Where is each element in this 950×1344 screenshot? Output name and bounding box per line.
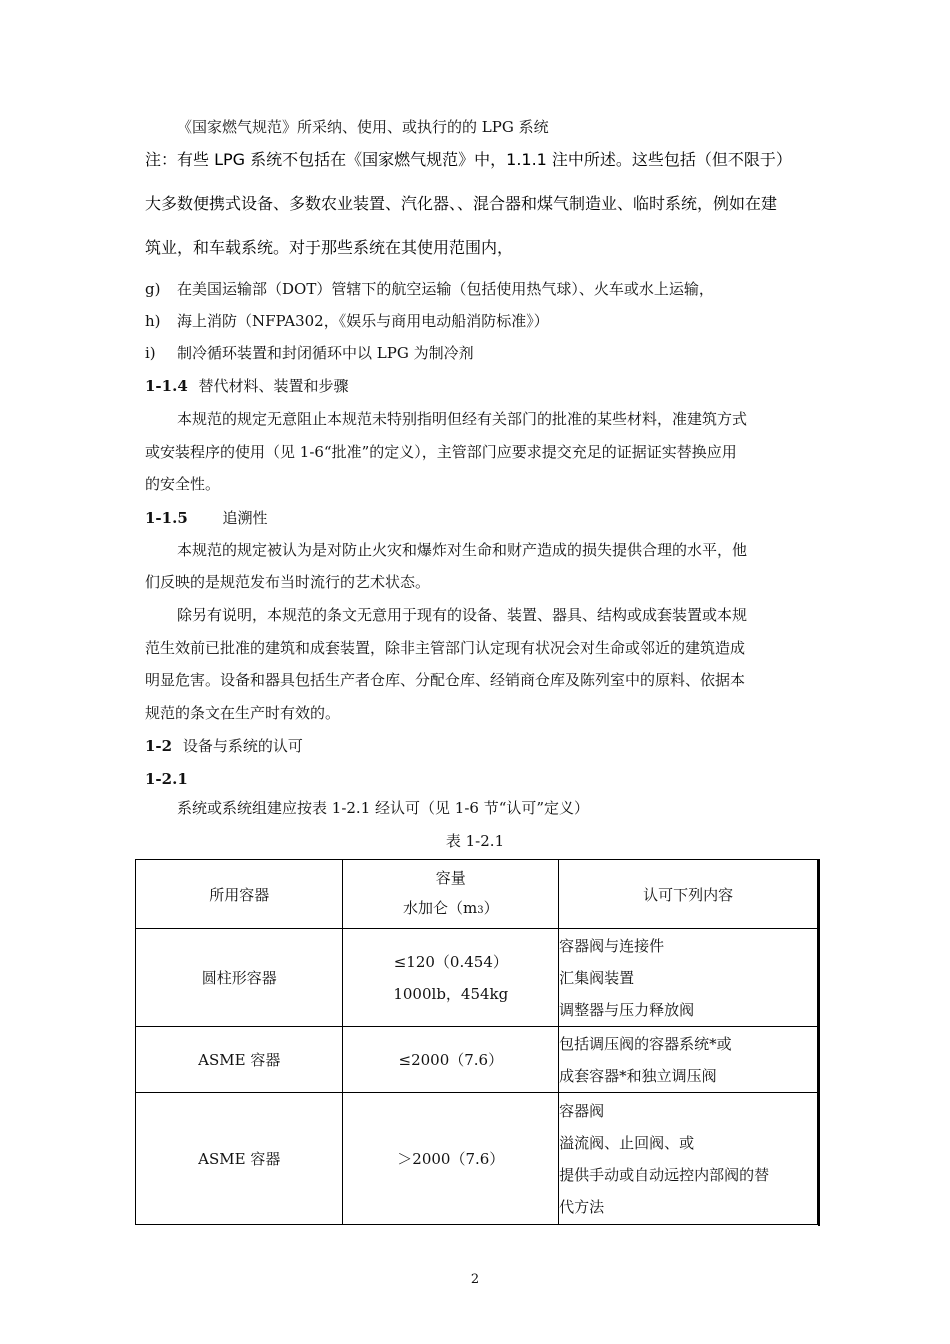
para-1-1-5b-line-3: 明显危害。设备和器具包括生产者仓库、分配仓库、经销商仓库及陈列室中的原料、依据本	[145, 671, 746, 689]
para-1-1-5b-line-4: 规范的条文在生产时有效的。	[145, 704, 341, 722]
note-line-2: 大多数便携式设备、多数农业装置、汽化器、、混合器和煤气制造业、临时系统，例如在建	[145, 194, 778, 213]
approve-line: 汇集阀装置	[559, 968, 635, 987]
cell-container: ASME 容器	[136, 1027, 343, 1093]
approve-line: 容器阀与连接件	[559, 936, 665, 955]
section-1-1-4-heading	[145, 376, 349, 396]
section-1-2-1-heading: 1-2.1	[145, 770, 188, 788]
header-capacity	[343, 860, 559, 929]
cell-approve	[559, 1027, 818, 1093]
section-title: 设备与系统的认可	[182, 737, 303, 755]
table-header-row	[136, 860, 818, 929]
header-capacity-line-1: 容量	[435, 868, 466, 887]
note-line-1: 注：有些 LPG 系统不包括在《国家燃气规范》中，1.1.1 注中所述。这些包括（但不限于）	[145, 150, 792, 169]
section-number: 1-1.4	[145, 377, 188, 395]
page-number: 2	[470, 1272, 480, 1287]
list-letter: g)	[145, 280, 161, 298]
approve-line: 代方法	[559, 1197, 605, 1216]
cell-capacity	[343, 929, 559, 1027]
table-row	[136, 1027, 818, 1093]
capacity-line: ＞2000（7.6）	[397, 1149, 505, 1168]
para-1-1-4-line-2: 或安装程序的使用（见 1-6“批准”的定义），主管部门应要求提交充足的证据证实替换应用	[145, 443, 737, 461]
capacity-line: ≤2000（7.6）	[398, 1050, 504, 1069]
capacity-line: ≤120（0.454）	[393, 952, 508, 971]
approve-line: 容器阀	[559, 1101, 605, 1120]
cell-capacity	[343, 1093, 559, 1225]
table-caption: 表 1-2.1	[445, 832, 505, 850]
para-1-1-5b-line-2: 范生效前已批准的建筑和成套装置，除非主管部门认定现有状况会对生命或邻近的建筑造成	[145, 639, 746, 657]
section-number: 1-1.5	[145, 509, 188, 527]
note-line-3: 筑业，和车载系统。对于那些系统在其使用范围内，	[145, 238, 514, 257]
section-title: 追溯性	[222, 509, 268, 527]
list-text: 在美国运输部（DOT）管辖下的航空运输（包括使用热气球）、火车或水上运输，	[177, 280, 714, 298]
para-1-1-5a-line-2: 们反映的是规范发布当时流行的艺术状态。	[145, 573, 431, 591]
list-item-i	[145, 343, 474, 363]
list-item-h	[145, 311, 549, 331]
cell-approve	[559, 929, 818, 1027]
approve-line: 包括调压阀的容器系统*或	[559, 1034, 732, 1053]
table-right-border	[818, 859, 820, 1226]
table-row	[136, 929, 818, 1027]
cell-approve	[559, 1093, 818, 1225]
list-letter: h)	[145, 312, 161, 330]
approve-line: 提供手动或自动远控内部阀的替	[559, 1165, 770, 1184]
section-1-2-heading	[145, 736, 303, 756]
para-1-1-4-line-1: 本规范的规定无意阻止本规范未特别指明但经有关部门的批准的某些材料，准建筑方式	[177, 410, 748, 428]
header-container: 所用容器	[136, 860, 343, 929]
para-1-2-1: 系统或系统组建应按表 1-2.1 经认可（见 1-6 节“认可”定义）	[177, 799, 590, 817]
list-letter: i)	[145, 344, 156, 362]
cell-container: ASME 容器	[136, 1093, 343, 1225]
cell-container: 圆柱形容器	[136, 929, 343, 1027]
approve-line: 溢流阀、止回阀、或	[559, 1133, 695, 1152]
section-title: 替代材料、装置和步骤	[198, 377, 349, 395]
approval-table	[135, 859, 818, 1225]
approve-line: 调整器与压力释放阀	[559, 1000, 695, 1019]
section-1-1-5-heading	[145, 508, 268, 528]
para-1-1-4-line-3: 的安全性。	[145, 475, 221, 493]
approve-line: 成套容器*和独立调压阀	[559, 1066, 717, 1085]
header-approve: 认可下列内容	[559, 860, 818, 929]
para-1-1-5a-line-1: 本规范的规定被认为是对防止火灾和爆炸对生命和财产造成的损失提供合理的水平，他	[177, 541, 748, 559]
list-item-g	[145, 279, 714, 299]
capacity-line: 1000lb，454kg	[393, 984, 509, 1003]
list-text: 海上消防（NFPA302，《娱乐与商用电动船消防标准》）	[177, 312, 549, 330]
section-number: 1-2	[145, 737, 173, 755]
cell-capacity	[343, 1027, 559, 1093]
header-capacity-line-2: 水加仑（m3）	[402, 898, 499, 917]
intro-line: 《国家燃气规范》所采纳、使用、或执行的的 LPG 系统	[177, 118, 549, 136]
list-text: 制冷循环装置和封闭循环中以 LPG 为制冷剂	[177, 344, 474, 362]
table-row	[136, 1093, 818, 1225]
para-1-1-5b-line-1: 除另有说明，本规范的条文无意用于现有的设备、装置、器具、结构或成套装置或本规	[177, 606, 748, 624]
